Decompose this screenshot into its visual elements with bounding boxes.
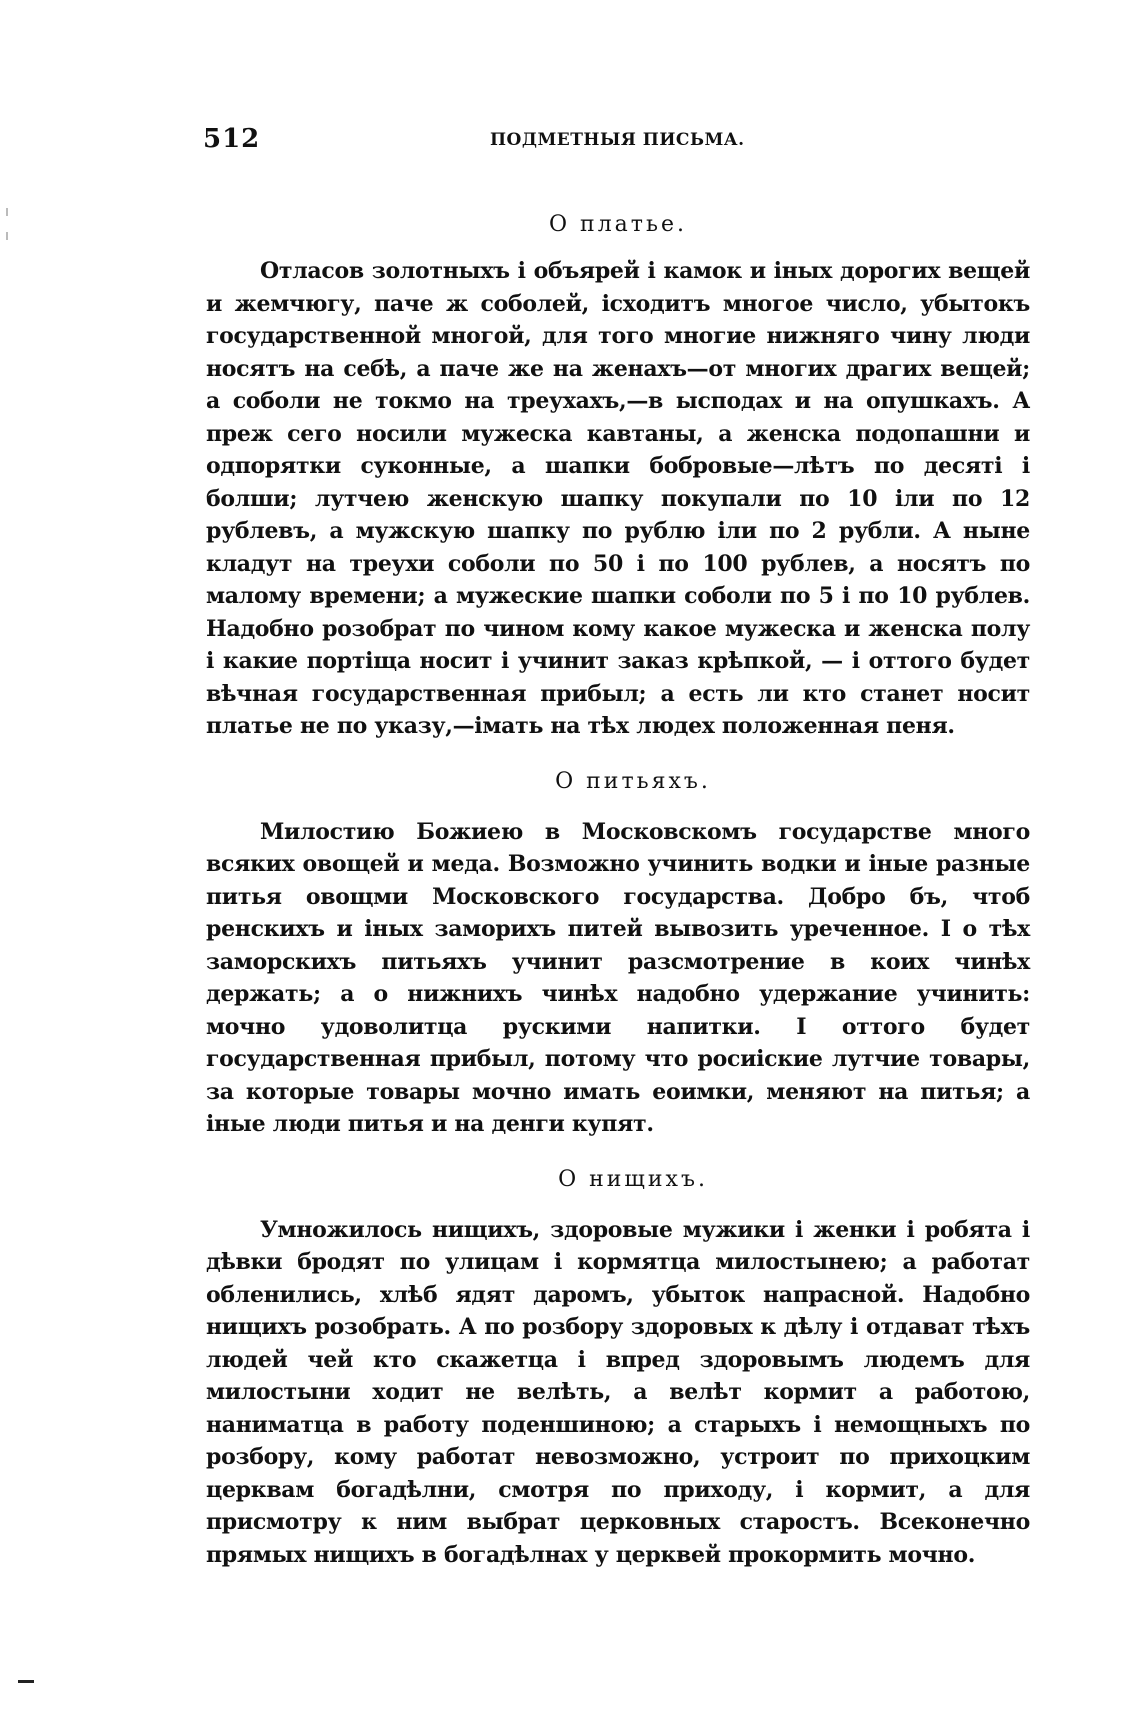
running-title: ПОДМЕТНЫЯ ПИСЬМА. [490, 130, 745, 150]
page-number: 512 [203, 124, 261, 154]
section-title-beggars: О нищихъ. [558, 1166, 708, 1192]
margin-mark [6, 232, 8, 240]
section-paragraph-drinks: Милостию Божиею в Московскомъ государстве много всяких овощей и меда. Возможно учинить водки и іные разные питья овощми Московского государства. Добро бъ, чтоб ренскихъ и іных заморихъ питей вывозить уреченное. І о тѣх заморскихъ питьяхъ учинит разсмотрение в коих чинѣх держать; а о нижнихъ чинѣх надобно удержание учинить: мочно удоволитца рускими напитки. І оттого будет государственная прибыл, потому что росиіские лутчие товары, за которые товары мочно имать еоимки, меняют на питья; а іные люди питья и на денги купят. [206, 818, 1030, 1137]
section-title-drinks: О питьяхъ. [555, 768, 711, 794]
section-title-clothing: О платье. [549, 212, 687, 237]
margin-mark [18, 1680, 34, 1683]
page-body [206, 212, 1030, 1571]
section-paragraph-clothing: Отласов золотныхъ і объярей і камок и іных дорогих вещей и жемчюгу, паче ж соболей, ісходитъ многое число, убытокъ государственной многой, для того многие нижняго чину люди носятъ на себѣ, а паче же на женахъ—от многих драгих вещей; а соболи не токмо на треухахъ,—в ысподах и на опушкахъ. А преж сего носили мужеска кавтаны, а женска подопашни и одпорятки суконные, а шапки бобровые—лѣтъ по десяті і болши; лутчею женскую шапку покупали по 10 іли по 12 рублевъ, а мужскую шапку по рублю іли по 2 рубли. А ныне кладут на треухи соболи по 50 і по 100 рублев, а носятъ по малому времени; а мужеские шапки соболи по 5 і по 10 рублев. Надобно розобрат по чином кому какое мужеска и женска полу і какие портіща носит і учинит заказ крѣпкой, — і оттого будет вѣчная государственная прибыл; а есть ли кто станет носит платье не по указу,—імать на тѣх людех положенная пеня. [206, 258, 1030, 739]
section-paragraph-beggars: Умножилось нищихъ, здоровые мужики і женки і робята і дѣвки бродят по улицам і кормятца милостынею; а работат обленились, хлѣб ядят даромъ, убыток напрасной. Надобно нищихъ розобрать. А по розбору здоровых к дѣлу і отдават тѣхъ людей чей кто скажетца і впред здоровымъ людемъ для милостыни ходит не велѣть, а велѣт кормит а работою, наниматца в работу поденшиною; а старыхъ і немощныхъ по розбору, кому работат невозможно, устроит по прихоцким церквам богадѣлни, смотря по приходу, і кормит, а для присмотру к ним выбрат церковных старостъ. Всеконечно прямых нищихъ в богадѣлнах у церквей прокормить мочно. [206, 1216, 1030, 1568]
margin-mark [6, 208, 8, 216]
